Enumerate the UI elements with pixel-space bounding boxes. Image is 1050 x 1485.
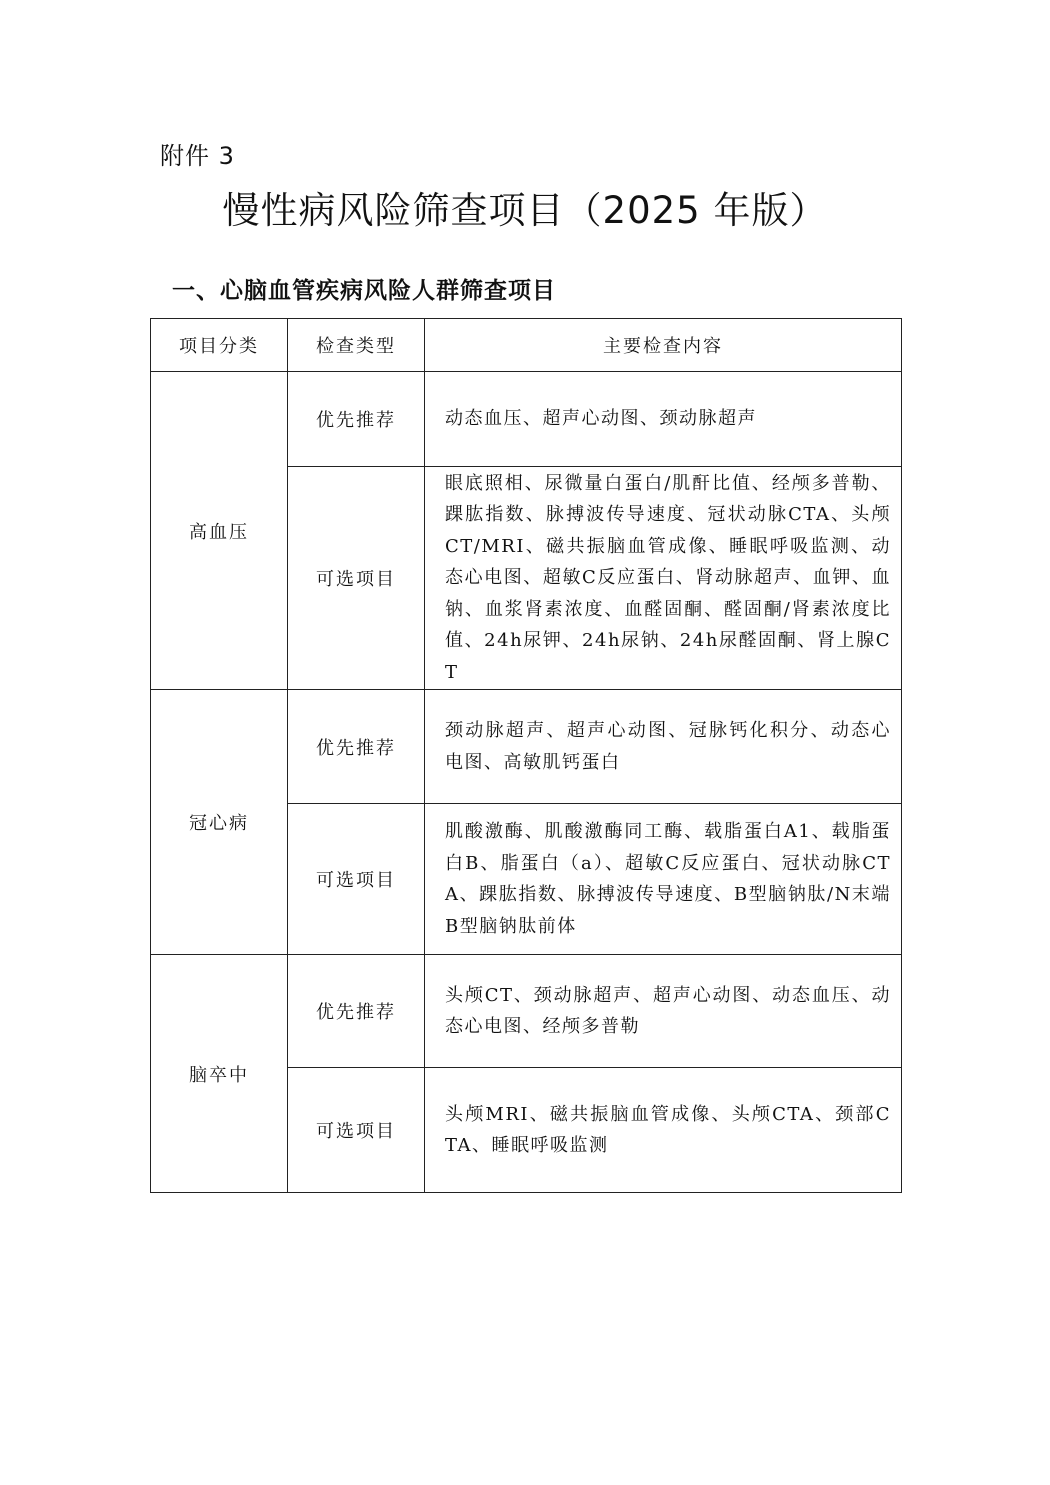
category-cell: 高血压 xyxy=(151,372,288,690)
check-type-cell: 优先推荐 xyxy=(288,955,425,1068)
document-title: 慢性病风险筛查项目（2025 年版） xyxy=(222,189,828,232)
header-category: 项目分类 xyxy=(151,319,288,372)
table-row xyxy=(151,690,902,804)
content-cell: 头颅CT、颈动脉超声、超声心动图、动态血压、动态心电图、经颅多普勒 xyxy=(425,955,902,1068)
check-type-cell: 优先推荐 xyxy=(288,690,425,804)
category-cell: 冠心病 xyxy=(151,690,288,955)
content-cell: 头颅MRI、磁共振脑血管成像、头颅CTA、颈部CTA、睡眠呼吸监测 xyxy=(425,1068,902,1193)
table-header-row xyxy=(151,319,902,372)
check-type-cell: 可选项目 xyxy=(288,467,425,690)
category-cell: 脑卒中 xyxy=(151,955,288,1193)
section-heading: 一、心脑血管疾病风险人群筛查项目 xyxy=(172,278,556,304)
table-row xyxy=(151,372,902,467)
content-cell: 肌酸激酶、肌酸激酶同工酶、载脂蛋白A1、载脂蛋白B、脂蛋白（a）、超敏C反应蛋白、冠状动脉CTA、踝肱指数、脉搏波传导速度、B型脑钠肽/N末端B型脑钠肽前体 xyxy=(425,804,902,955)
table-row xyxy=(151,955,902,1068)
header-check-type: 检查类型 xyxy=(288,319,425,372)
content-cell: 动态血压、超声心动图、颈动脉超声 xyxy=(425,372,902,467)
check-type-cell: 优先推荐 xyxy=(288,372,425,467)
header-main-content: 主要检查内容 xyxy=(425,319,902,372)
check-type-cell: 可选项目 xyxy=(288,1068,425,1193)
screening-table xyxy=(150,318,902,1193)
check-type-cell: 可选项目 xyxy=(288,804,425,955)
attachment-label: 附件 3 xyxy=(160,142,235,170)
content-cell: 眼底照相、尿微量白蛋白/肌酐比值、经颅多普勒、踝肱指数、脉搏波传导速度、冠状动脉CTA、头颅CT/MRI、磁共振脑血管成像、睡眠呼吸监测、动态心电图、超敏C反应蛋白、肾动脉超声、血钾、血钠、血浆肾素浓度、血醛固酮、醛固酮/肾素浓度比值、24h尿钾、24h尿钠、24h尿醛固酮、肾上腺CT xyxy=(425,467,902,690)
content-cell: 颈动脉超声、超声心动图、冠脉钙化积分、动态心电图、高敏肌钙蛋白 xyxy=(425,690,902,804)
